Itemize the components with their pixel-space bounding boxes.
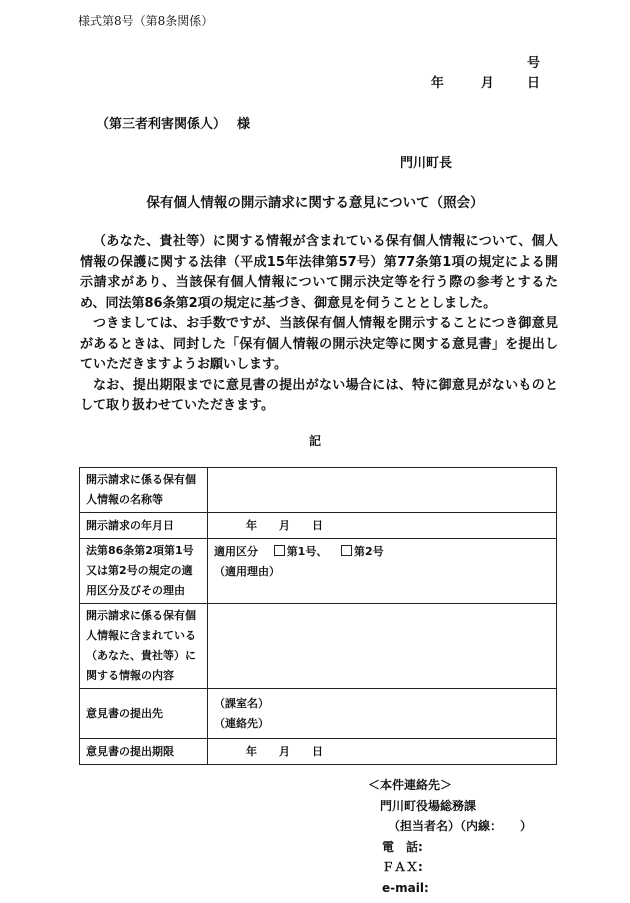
table-row: [80, 513, 557, 539]
row-value-info-name: [208, 468, 557, 513]
option-1-label: 第1号、: [286, 545, 328, 558]
contact-heading: ＜本件連絡先＞: [368, 778, 453, 792]
form-number: 様式第8号（第8条関係）: [78, 14, 214, 28]
checkbox-option-1[interactable]: [274, 545, 285, 556]
info-table: [79, 467, 557, 765]
table-row: [80, 468, 557, 513]
row-label-info-name: 開示請求に係る保有個人情報の名称等: [80, 468, 208, 513]
row-label-info-content: 開示請求に係る保有個人情報に含まれている（あなた、貴社等）に関する情報の内容: [80, 604, 208, 689]
application-reason: （適用理由）: [214, 565, 280, 578]
dest-contact: （連絡先）: [214, 716, 269, 730]
document-title: 保有個人情報の開示請求に関する意見について（照会）: [146, 195, 484, 211]
table-row: [80, 539, 557, 604]
date-year: 年: [430, 76, 444, 91]
ki-heading: 記: [308, 434, 321, 448]
row-value-deadline: 年 月 日: [208, 739, 557, 765]
table-row: [80, 739, 557, 765]
body-paragraph-1: （あなた、貴社等）に関する情報が含まれている保有個人情報について、個人情報の保護に関する法律（平成15年法律第57号）第77条第1項の規定による開示請求があり、当該保有個人情報について開示決定等を行う際の参考とするため、同法第86条第2項の規定に基づき、御意見を伺うこととしました。: [80, 234, 558, 311]
contact-fax: ＦＡＸ:: [382, 860, 423, 874]
table-row: [80, 689, 557, 739]
row-label-submission-dest: 意見書の提出先: [80, 689, 208, 739]
contact-person: （担当者名）（内線： ）: [388, 819, 533, 833]
row-label-application-category: 法第86条第2項第1号又は第2号の規定の適用区分及びその理由: [80, 539, 208, 604]
row-value-submission-dest: [208, 689, 557, 739]
contact-dept: 門川町役場総務課: [380, 798, 477, 813]
sender: 門川町長: [400, 156, 453, 171]
dest-section: （課室名）: [214, 696, 269, 710]
body-text: [80, 232, 558, 417]
table-row: [80, 604, 557, 689]
row-value-request-date: 年 月 日: [208, 513, 557, 539]
row-value-application-category: [208, 539, 557, 604]
option-2-label: 第2号: [354, 545, 384, 558]
contact-block: [368, 775, 532, 898]
addressee: （第三者利害関係人） 様: [96, 117, 251, 132]
contact-email: e-mail:: [382, 880, 429, 895]
row-label-request-date: 開示請求の年月日: [80, 513, 208, 539]
date-month: 月: [480, 76, 494, 91]
checkbox-option-2[interactable]: [341, 545, 352, 556]
contact-tel: 電 話:: [382, 839, 423, 854]
category-prefix: 適用区分: [214, 545, 258, 558]
date-day: 日: [526, 76, 540, 91]
document-number: 号: [526, 56, 540, 71]
row-value-info-content: [208, 604, 557, 689]
body-paragraph-2: つきましては、お手数ですが、当該保有個人情報を開示することにつき御意見があるときは、同封した「保有個人情報の開示決定等に関する意見書」を提出していただきますようお願いします。: [80, 316, 558, 372]
issue-date: [431, 72, 540, 91]
body-paragraph-3: なお、提出期限までに意見書の提出がない場合には、特に御意見がないものとして取り扱わせていただきます。: [80, 377, 558, 413]
row-label-deadline: 意見書の提出期限: [80, 739, 208, 765]
